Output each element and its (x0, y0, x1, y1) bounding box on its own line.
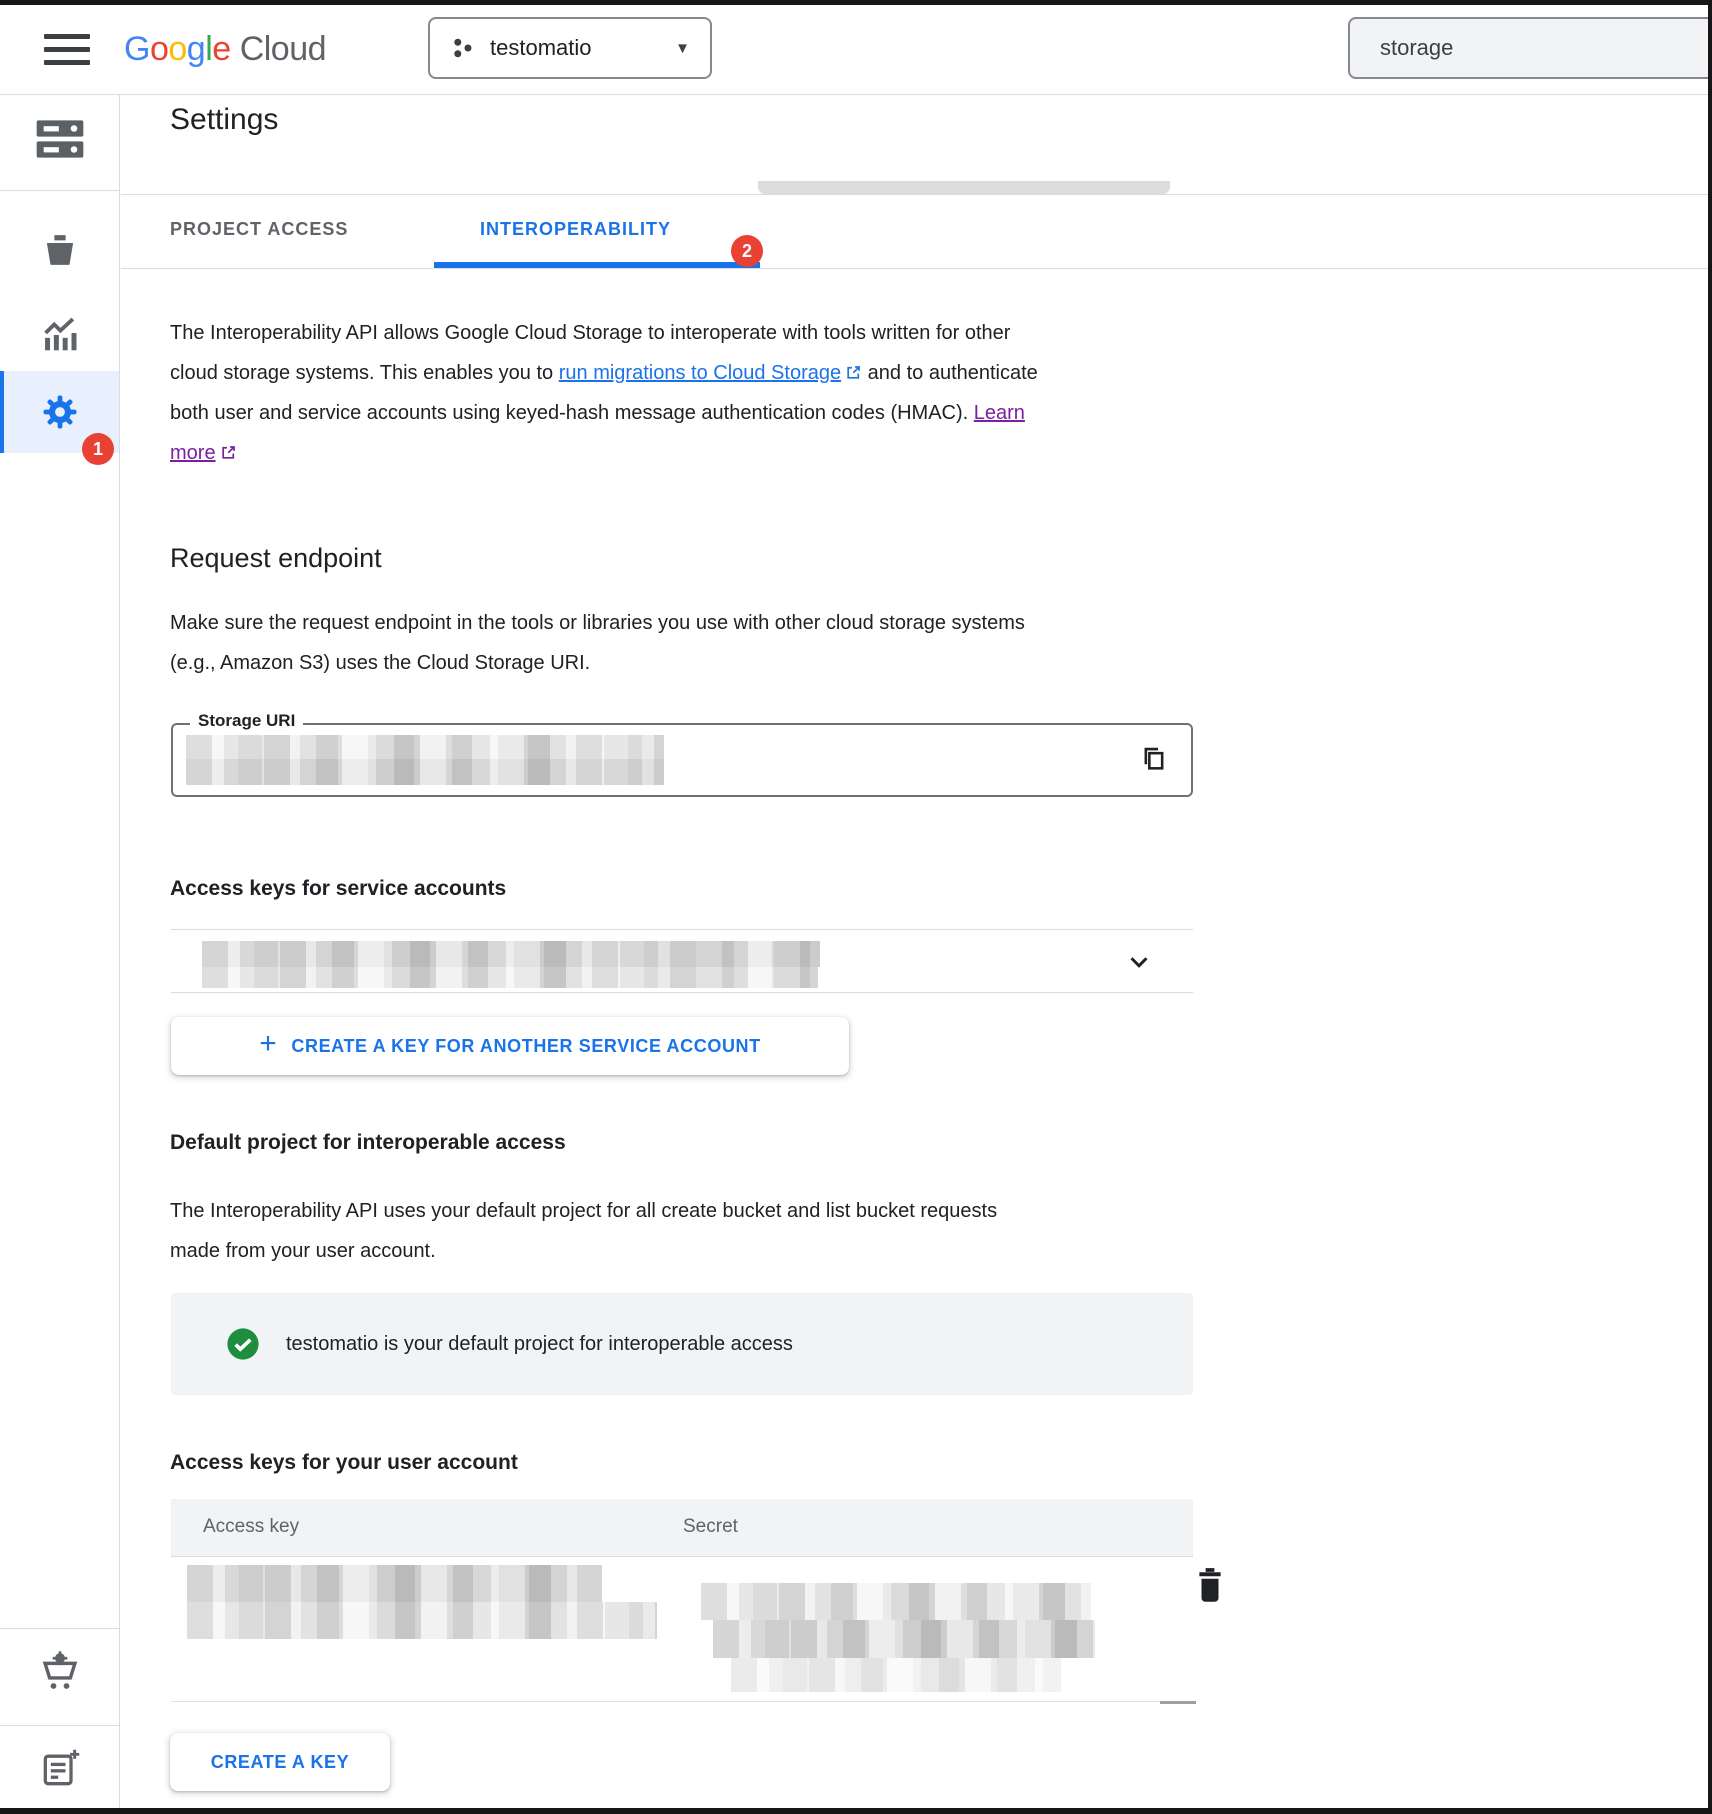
sidebar-item-release-notes[interactable] (0, 1747, 119, 1791)
external-link-icon (845, 364, 862, 381)
tab-project-access[interactable]: PROJECT ACCESS (170, 219, 349, 239)
redacted-service-account-line2 (202, 967, 818, 988)
redacted-access-key-line2 (187, 1602, 657, 1639)
storage-server-icon (32, 111, 88, 167)
sidebar-item-monitoring[interactable] (0, 311, 119, 357)
step-badge-1-number: 1 (92, 438, 103, 459)
sidebar-divider (0, 1725, 119, 1726)
external-link-icon (220, 444, 237, 461)
default-project-status-banner (171, 1293, 1193, 1395)
sidebar-item-buckets[interactable] (0, 229, 119, 271)
learn-more-link-text: Learn more (170, 402, 1025, 464)
chevron-down-icon[interactable] (1124, 947, 1154, 977)
default-project-status-text: testomatio is your default project for interoperable access (286, 1332, 793, 1355)
interoperability-description (170, 313, 1052, 473)
logo-letter: o (149, 29, 169, 68)
marketplace-cart-icon (37, 1649, 83, 1695)
redacted-access-key-line1 (187, 1565, 602, 1602)
user-account-keys-heading: Access keys for your user account (170, 1451, 518, 1474)
hamburger-menu-icon[interactable] (44, 34, 90, 66)
step-badge-1 (82, 433, 114, 465)
check-circle-icon (226, 1327, 260, 1361)
logo-letter: G (124, 29, 150, 68)
sidebar-item-storage-overview[interactable] (0, 111, 119, 167)
sidebar-divider (0, 190, 119, 191)
service-account-keys-heading: Access keys for service accounts (170, 877, 507, 900)
request-endpoint-description: Make sure the request endpoint in the tools or libraries you use with other cloud storage systems (e.g., Amazon S3) uses the Cloud Storage URI. (170, 612, 1025, 674)
intro-text-2: and to authenticate both user and service accounts using keyed-hash message authentication codes (HMAC). (170, 362, 1038, 424)
copy-icon (1140, 745, 1168, 773)
run-migrations-link-text: run migrations to Cloud Storage (558, 362, 842, 384)
storage-uri-label: Storage URI (190, 711, 303, 731)
page-title: Settings (170, 103, 279, 136)
monitoring-chart-icon (37, 311, 83, 357)
search-input[interactable] (1350, 35, 1680, 61)
default-project-heading: Default project for interoperable access (170, 1131, 566, 1154)
column-header-access-key: Access key (203, 1516, 300, 1537)
default-project-description: The Interoperability API uses your default project for all create bucket and list bucket requests made from your user account. (170, 1200, 998, 1262)
redacted-storage-uri-line2 (186, 759, 664, 785)
active-indicator-bar (0, 371, 4, 453)
step-badge-2-number: 2 (741, 240, 752, 261)
sidebar-nav (0, 95, 120, 1814)
top-app-bar (0, 5, 1712, 95)
bucket-icon (39, 229, 81, 271)
delete-key-button[interactable] (1188, 1561, 1232, 1609)
user-keys-table-header (171, 1499, 1193, 1557)
chevron-down-icon: ▼ (675, 39, 690, 57)
redacted-secret-line3 (731, 1658, 1061, 1692)
request-endpoint-heading: Request endpoint (170, 543, 382, 573)
sidebar-item-marketplace[interactable] (0, 1649, 119, 1695)
redacted-secret-line1 (701, 1583, 1091, 1620)
logo-letter: l (205, 29, 213, 68)
logo-letter: o (168, 29, 187, 68)
create-key-button[interactable] (170, 1733, 390, 1791)
gear-icon (41, 393, 79, 431)
redacted-storage-uri-line1 (186, 735, 664, 759)
create-key-service-account-button[interactable] (171, 1017, 849, 1075)
redacted-service-account-line1 (202, 941, 820, 967)
trash-icon (1195, 1566, 1225, 1604)
tabs-divider (121, 268, 1708, 269)
intro-text-1: The Interoperability API allows Google Cloud Storage to interoperate with tools written for other cloud storage systems. This enables you to (170, 322, 1011, 384)
redacted-secret-line2 (713, 1620, 1095, 1658)
release-notes-icon (38, 1747, 82, 1791)
run-migrations-link[interactable] (559, 362, 862, 384)
logo-letter: e (212, 29, 231, 68)
tab-interoperability[interactable]: INTEROPERABILITY (480, 219, 672, 239)
user-keys-table-row (171, 1557, 1193, 1702)
sidebar-divider (0, 1628, 119, 1629)
scrolled-element-fragment (758, 181, 1170, 194)
create-key-label: CREATE A KEY (210, 1751, 350, 1772)
table-edge-fragment (1160, 1701, 1196, 1704)
logo-cloud-text: Cloud (239, 29, 327, 68)
header-divider (121, 194, 1708, 195)
project-selector-value: testomatio (490, 35, 592, 60)
create-key-service-account-label: CREATE A KEY FOR ANOTHER SERVICE ACCOUNT (291, 1035, 761, 1056)
plus-icon: + (259, 1027, 278, 1060)
copy-uri-button[interactable] (1126, 731, 1182, 787)
logo-letter: g (186, 29, 206, 68)
service-account-key-expander[interactable] (171, 929, 1193, 993)
google-cloud-logo (124, 27, 326, 71)
column-header-secret: Secret (683, 1516, 738, 1537)
step-badge-2 (731, 235, 763, 267)
project-selector-button[interactable] (428, 17, 712, 79)
search-box[interactable] (1348, 17, 1712, 79)
project-icon (450, 35, 476, 61)
